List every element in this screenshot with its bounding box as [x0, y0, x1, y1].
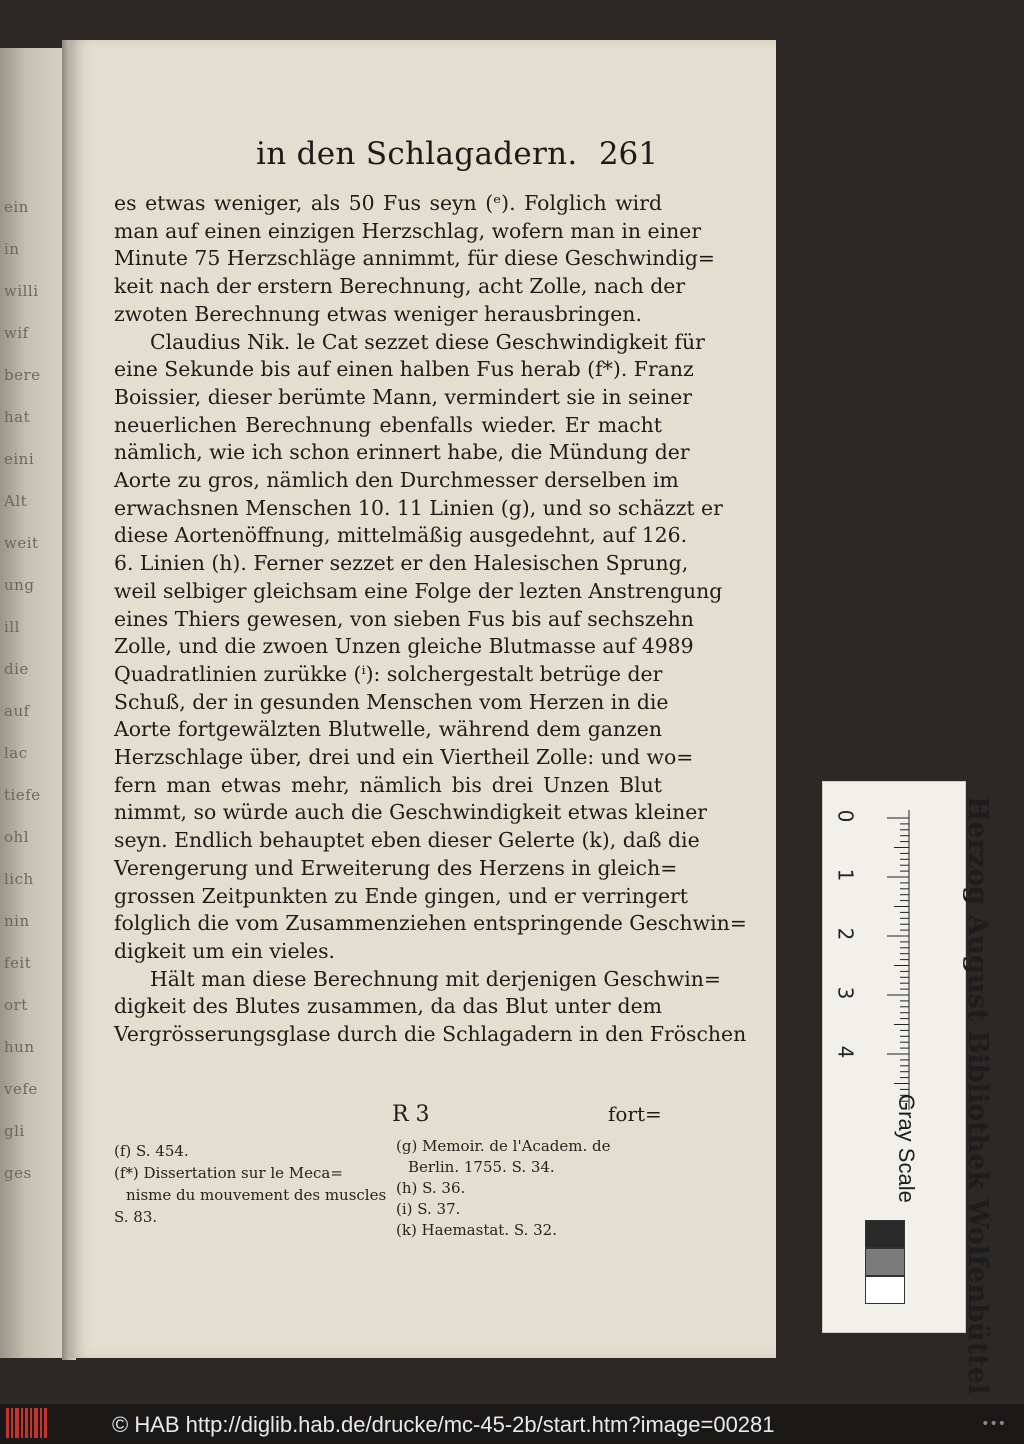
- text-line: Quadratlinien zurükke (ⁱ): solchergestalt betrüge der: [114, 661, 663, 686]
- bleed-fragment: Alt: [4, 492, 28, 510]
- text-line: nimmt, so würde auch die Geschwindigkeit etwas kleiner: [114, 800, 708, 825]
- bleed-fragment: ein: [4, 198, 29, 216]
- text-line: Aorte zu gros, nämlich den Durchmesser derselben im: [114, 468, 679, 493]
- bleed-fragment: willi: [4, 282, 39, 300]
- library-title: Herzog August Bibliothek Wolfenbüttel: [962, 796, 993, 1395]
- ruler-number: 0: [833, 809, 858, 823]
- bleed-fragment: gli: [4, 1122, 25, 1140]
- footnote-line: S. 83.: [114, 1208, 158, 1226]
- text-line: eines Thiers gewesen, von sieben Fus bis auf sechszehn: [114, 606, 694, 631]
- text-line: Schuß, der in gesunden Menschen vom Herzen in die: [114, 689, 669, 714]
- footnotes-right: [396, 1136, 664, 1241]
- more-menu-icon[interactable]: •••: [981, 1416, 1006, 1432]
- bleed-fragment: die: [4, 660, 29, 678]
- text-line: fern man etwas mehr, nämlich bis drei Unzen Blut: [114, 772, 662, 797]
- bleed-fragment: ohl: [4, 828, 29, 846]
- text-line: Aorte fortgewälzten Blutwelle, während dem ganzen: [114, 717, 662, 742]
- gray-patch: [865, 1220, 905, 1248]
- footnote-line: (i) S. 37.: [396, 1200, 461, 1218]
- gray-patch: [865, 1248, 905, 1276]
- text-line: Claudius Nik. le Cat sezzet diese Geschwindigkeit für: [150, 329, 705, 354]
- bleed-fragment: ort: [4, 996, 28, 1014]
- bleed-fragment: hat: [4, 408, 31, 426]
- bleed-fragment: auf: [4, 702, 30, 720]
- text-line: digkeit des Blutes zusammen, da das Blut unter dem: [114, 994, 662, 1019]
- hab-logo-icon: [6, 1408, 50, 1438]
- footer-bar: [0, 1404, 1024, 1444]
- grayscale-reference-card: [822, 781, 993, 1395]
- footnote-line: (g) Memoir. de l'Academ. de: [396, 1137, 611, 1155]
- text-line: man auf einen einzigen Herzschlag, wofern man in einer: [114, 218, 702, 243]
- ruler-scale: [879, 810, 909, 1110]
- footnote-line: (f*) Dissertation sur le Meca=: [114, 1164, 343, 1182]
- catchword: fort=: [608, 1102, 662, 1126]
- previous-page-edge: [0, 48, 66, 1358]
- ruler-number: 1: [833, 868, 858, 882]
- text-line: digkeit um ein vieles.: [114, 938, 336, 963]
- bleed-fragment: nin: [4, 912, 30, 930]
- bleed-fragment: ill: [4, 618, 20, 636]
- footnote-line: Berlin. 1755. S. 34.: [408, 1158, 555, 1176]
- text-line: Zolle, und die zwoen Unzen gleiche Blutmasse auf 4989: [114, 634, 694, 659]
- page-number: 261: [598, 136, 658, 172]
- text-line: 6. Linien (h). Ferner sezzet er den Halesischen Sprung,: [114, 551, 689, 576]
- bleed-fragment: tiefe: [4, 786, 41, 804]
- bleed-fragment: weit: [4, 534, 39, 552]
- copyright-link[interactable]: © HAB http://diglib.hab.de/drucke/mc-45-2b/start.htm?image=00281: [112, 1412, 775, 1437]
- document-page: [70, 40, 776, 1358]
- text-line: Boissier, dieser berümte Mann, vermindert sie in seiner: [114, 384, 693, 409]
- gray-scale-label: Gray Scale: [894, 1094, 919, 1203]
- bleed-fragment: lich: [4, 870, 34, 888]
- text-line: eine Sekunde bis auf einen halben Fus herab (f*). Franz: [114, 357, 694, 382]
- text-line: nämlich, wie ich schon erinnert habe, die Mündung der: [114, 440, 690, 465]
- bleed-fragment: bere: [4, 366, 41, 384]
- bleed-fragment: wif: [4, 324, 29, 342]
- gray-patch: [865, 1276, 905, 1304]
- bleed-fragment: vefe: [4, 1080, 38, 1098]
- bleed-fragment: in: [4, 240, 20, 258]
- text-line: Vergrösserungsglase durch die Schlagadern in den Fröschen: [114, 1022, 747, 1047]
- text-line: Herzschlage über, drei und ein Viertheil Zolle: und wo=: [114, 745, 694, 770]
- text-line: grossen Zeitpunkten zu Ende gingen, und er verringert: [114, 883, 688, 908]
- footnote-line: (h) S. 36.: [396, 1179, 466, 1197]
- text-line: keit nach der erstern Berechnung, acht Zolle, nach der: [114, 274, 686, 299]
- text-line: erwachsnen Menschen 10. 11 Linien (g), und so schäzzt er: [114, 495, 723, 520]
- bleed-fragment: lac: [4, 744, 28, 762]
- text-line: Verengerung und Erweiterung des Herzens in gleich=: [114, 855, 678, 880]
- footnote-line: nisme du mouvement des muscles: [126, 1186, 387, 1204]
- footnotes-left: [114, 1140, 394, 1228]
- footnote-line: (f) S. 454.: [114, 1142, 189, 1160]
- text-line: diese Aortenöffnung, mittelmäßig ausgedehnt, auf 126.: [114, 523, 688, 548]
- bleed-fragment: feit: [4, 954, 32, 972]
- ruler-number: 2: [833, 927, 858, 941]
- bleed-fragment: ung: [4, 576, 35, 594]
- bleed-fragment: hun: [4, 1038, 35, 1056]
- text-line: neuerlichen Berechnung ebenfalls wieder. Er macht: [114, 412, 662, 437]
- text-line: zwoten Berechnung etwas weniger herausbringen.: [114, 301, 642, 326]
- running-head: in den Schlagadern.: [256, 136, 578, 172]
- footnote-line: (k) Haemastat. S. 32.: [396, 1221, 557, 1239]
- signature-mark: R 3: [392, 1102, 430, 1127]
- text-line: Hält man diese Berechnung mit derjenigen Geschwin=: [150, 966, 721, 991]
- text-line: folglich die vom Zusammenziehen entspringende Geschwin=: [114, 911, 747, 936]
- bleed-fragment: eini: [4, 450, 35, 468]
- text-line: weil selbiger gleichsam eine Folge der lezten Anstrengung: [114, 578, 723, 603]
- bleed-fragment: ges: [4, 1164, 32, 1182]
- text-line: seyn. Endlich behauptet eben dieser Gelerte (k), daß die: [114, 828, 700, 853]
- ruler-number: 4: [833, 1045, 858, 1059]
- text-line: es etwas weniger, als 50 Fus seyn (ᵉ). Folglich wird: [114, 191, 662, 215]
- text-line: Minute 75 Herzschläge annimmt, für diese Geschwindig=: [114, 246, 715, 271]
- body-text: [114, 190, 747, 1049]
- ruler-number: 3: [833, 986, 858, 1000]
